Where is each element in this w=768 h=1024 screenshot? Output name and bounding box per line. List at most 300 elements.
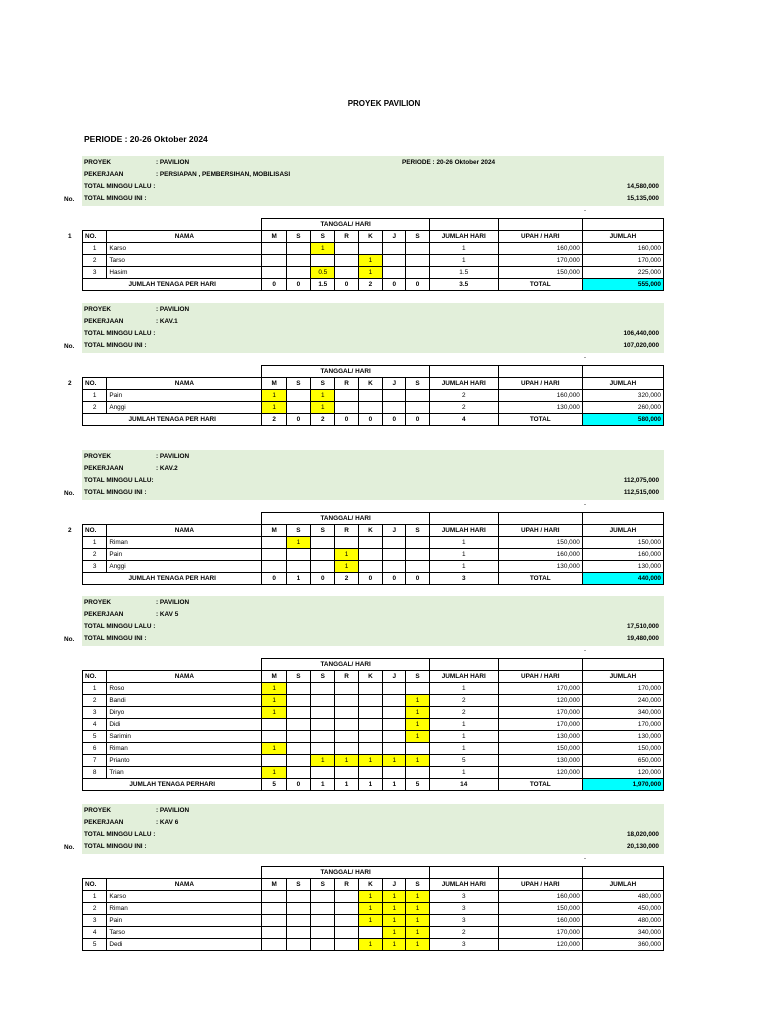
worker-name: Riman [107, 537, 262, 549]
day-cell: 1 [262, 390, 286, 402]
day-total-cell: 0 [286, 779, 310, 791]
day-cell [335, 915, 358, 927]
day-cell: 1 [358, 939, 382, 951]
col-no-header: NO. [83, 231, 107, 243]
worker-name: Tarso [107, 255, 262, 267]
day-cell [406, 390, 429, 402]
day-cell [262, 755, 286, 767]
blank-cell [429, 867, 498, 879]
row-no: 5 [83, 731, 107, 743]
day-cell [262, 243, 286, 255]
tenaga-per-hari-label: JUMLAH TENAGA PER HARI [83, 414, 262, 426]
day-total-cell: 0 [335, 279, 358, 291]
tanggal-hari-header: TANGGAL/ HARI [262, 867, 429, 879]
day-cell: 1 [262, 707, 286, 719]
upah-cell: 130,000 [498, 755, 582, 767]
minggu-ini-amount: 112,515,000 [623, 489, 659, 496]
jumlah-cell: 150,000 [582, 743, 663, 755]
day-cell [311, 549, 335, 561]
table-row [83, 243, 664, 255]
row-no: 1 [83, 243, 107, 255]
tanggal-hari-header: TANGGAL/ HARI [262, 219, 429, 231]
jumlah-hari-cell: 3 [429, 903, 498, 915]
col-upah-header: UPAH / HARI [498, 671, 582, 683]
worker-name: Diryo [107, 707, 262, 719]
day-cell: 1 [358, 255, 382, 267]
jumlah-cell: 340,000 [582, 707, 663, 719]
minggu-ini-label: TOTAL MINGGU INI : [84, 489, 147, 496]
day-cell [335, 767, 358, 779]
day-cell [311, 939, 335, 951]
day-cell: 1 [262, 743, 286, 755]
pekerjaan-value: : PERSIAPAN , PEMBERSIHAN, MOBILISASI [156, 171, 291, 178]
jumlah-cell: 160,000 [582, 243, 663, 255]
table-row [83, 267, 664, 279]
total-label: TOTAL [498, 414, 582, 426]
day-header: K [358, 378, 382, 390]
col-no-header: NO. [83, 671, 107, 683]
jumlah-hari-cell: 1 [429, 561, 498, 573]
day-cell [286, 683, 310, 695]
day-cell [286, 903, 310, 915]
day-cell: 1 [383, 927, 406, 939]
jumlah-cell: 340,000 [582, 927, 663, 939]
minggu-lalu-label: TOTAL MINGGU LALU : [84, 623, 156, 630]
day-total-cell: 2 [262, 414, 286, 426]
proyek-value: : PAVILION [156, 453, 190, 460]
day-cell [286, 707, 310, 719]
day-cell [262, 561, 286, 573]
proyek-label: PROYEK [84, 807, 111, 814]
day-cell [262, 731, 286, 743]
day-header: S [286, 378, 310, 390]
jumlah-cell: 225,000 [582, 267, 663, 279]
section-3-table [82, 512, 664, 585]
jumlah-cell: 150,000 [582, 537, 663, 549]
day-total-cell: 0 [406, 414, 429, 426]
minggu-ini-label: TOTAL MINGGU INI : [84, 843, 147, 850]
row-no: 2 [83, 255, 107, 267]
col-nama-header: NAMA [107, 671, 262, 683]
jumlah-hari-cell: 1 [429, 767, 498, 779]
day-cell [383, 743, 406, 755]
day-cell: 1 [262, 767, 286, 779]
table-row [83, 707, 664, 719]
day-cell [311, 683, 335, 695]
day-cell: 1 [311, 755, 335, 767]
day-cell [286, 719, 310, 731]
day-cell: 1 [262, 402, 286, 414]
table-row [83, 903, 664, 915]
proyek-label: PROYEK [84, 159, 111, 166]
blank-cell [429, 513, 498, 525]
day-header: S [311, 879, 335, 891]
day-cell [358, 695, 382, 707]
blank-cell [498, 366, 582, 378]
upah-cell: 160,000 [498, 891, 582, 903]
day-cell [406, 243, 429, 255]
tick-mark: - [584, 208, 586, 214]
worker-name: Bandi [107, 695, 262, 707]
day-header: M [262, 231, 286, 243]
side-no-label: No. [64, 636, 75, 643]
table-row [83, 402, 664, 414]
day-cell: 1 [311, 243, 335, 255]
day-total-cell: 0 [383, 279, 406, 291]
col-upah-header: UPAH / HARI [498, 231, 582, 243]
day-cell [286, 731, 310, 743]
jumlah-cell: 450,000 [582, 903, 663, 915]
day-header: S [286, 879, 310, 891]
tenaga-per-hari-label: JUMLAH TENAGA PERHARI [83, 779, 262, 791]
day-cell [286, 767, 310, 779]
side-no-label: No. [64, 844, 75, 851]
day-cell [262, 267, 286, 279]
day-cell: 1 [335, 561, 358, 573]
row-no: 4 [83, 927, 107, 939]
upah-cell: 150,000 [498, 903, 582, 915]
row-no: 1 [83, 683, 107, 695]
day-cell [262, 537, 286, 549]
day-total-cell: 0 [286, 414, 310, 426]
day-cell [383, 683, 406, 695]
worker-name: Karso [107, 891, 262, 903]
minggu-ini-label: TOTAL MINGGU INI : [84, 635, 147, 642]
day-cell [286, 549, 310, 561]
blank-cell [498, 867, 582, 879]
day-header: S [406, 879, 429, 891]
day-total-cell: 2 [311, 414, 335, 426]
blank-cell [582, 659, 663, 671]
day-cell [335, 255, 358, 267]
day-cell: 1 [286, 537, 310, 549]
tick-mark: - [584, 856, 586, 862]
day-total-cell: 0 [406, 573, 429, 585]
col-jumlah-header: JUMLAH [582, 879, 663, 891]
upah-cell: 150,000 [498, 267, 582, 279]
worker-name: Dedi [107, 939, 262, 951]
row-no: 3 [83, 561, 107, 573]
tanggal-hari-header: TANGGAL/ HARI [262, 366, 429, 378]
day-header: R [335, 231, 358, 243]
day-cell [286, 743, 310, 755]
row-no: 3 [83, 707, 107, 719]
row-no: 1 [83, 390, 107, 402]
day-total-cell: 0 [335, 414, 358, 426]
day-total-cell: 1 [335, 779, 358, 791]
day-cell [262, 915, 286, 927]
total-label: TOTAL [498, 779, 582, 791]
day-cell [358, 743, 382, 755]
day-cell [311, 255, 335, 267]
minggu-ini-amount: 20,130,000 [627, 843, 659, 850]
worker-name: Tarso [107, 927, 262, 939]
worker-name: Karso [107, 243, 262, 255]
day-cell [335, 695, 358, 707]
day-header: M [262, 879, 286, 891]
day-header: R [335, 671, 358, 683]
upah-cell: 160,000 [498, 549, 582, 561]
day-cell [311, 927, 335, 939]
day-cell [335, 939, 358, 951]
day-total-cell: 1 [383, 779, 406, 791]
footer-row [83, 779, 664, 791]
day-cell [286, 402, 310, 414]
jumlah-hari-total: 3.5 [429, 279, 498, 291]
upah-cell: 170,000 [498, 255, 582, 267]
upah-cell: 160,000 [498, 243, 582, 255]
upah-cell: 130,000 [498, 561, 582, 573]
pekerjaan-label: PEKERJAAN [84, 171, 124, 178]
jumlah-cell: 650,000 [582, 755, 663, 767]
table-row [83, 755, 664, 767]
section-2-table [82, 365, 664, 426]
day-cell: 1 [406, 927, 429, 939]
day-total-cell: 5 [262, 779, 286, 791]
day-cell [286, 695, 310, 707]
pekerjaan-label: PEKERJAAN [84, 465, 124, 472]
day-cell: 1 [406, 891, 429, 903]
footer-row [83, 414, 664, 426]
jumlah-cell: 360,000 [582, 939, 663, 951]
pekerjaan-label: PEKERJAAN [84, 611, 124, 618]
tick-mark: - [584, 355, 586, 361]
minggu-ini-label: TOTAL MINGGU INI : [84, 342, 147, 349]
day-cell: 1 [335, 755, 358, 767]
table-row [83, 731, 664, 743]
day-cell [383, 402, 406, 414]
minggu-lalu-label: TOTAL MINGGU LALU : [84, 831, 156, 838]
minggu-lalu-label: TOTAL MINGGU LALU : [84, 183, 156, 190]
jumlah-hari-cell: 1 [429, 537, 498, 549]
day-cell [286, 243, 310, 255]
row-no: 2 [83, 549, 107, 561]
col-jumlah-hari-header: JUMLAH HARI [429, 231, 498, 243]
day-cell [406, 561, 429, 573]
day-cell [311, 537, 335, 549]
day-cell: 1 [406, 707, 429, 719]
jumlah-cell: 240,000 [582, 695, 663, 707]
day-cell: 1 [406, 695, 429, 707]
row-no: 6 [83, 743, 107, 755]
upah-cell: 170,000 [498, 707, 582, 719]
jumlah-cell: 170,000 [582, 719, 663, 731]
day-cell: 1 [383, 755, 406, 767]
jumlah-cell: 160,000 [582, 549, 663, 561]
day-cell [383, 267, 406, 279]
day-cell [383, 719, 406, 731]
table-row [83, 767, 664, 779]
day-total-cell: 0 [383, 573, 406, 585]
day-cell [383, 549, 406, 561]
tenaga-per-hari-label: JUMLAH TENAGA PER HARI [83, 279, 262, 291]
day-header: J [383, 879, 406, 891]
jumlah-cell: 480,000 [582, 915, 663, 927]
day-total-cell: 2 [335, 573, 358, 585]
day-cell [262, 927, 286, 939]
table-row [83, 390, 664, 402]
day-cell [335, 891, 358, 903]
blank-cell [107, 659, 262, 671]
blank-cell [83, 659, 107, 671]
day-cell [335, 743, 358, 755]
day-cell [311, 891, 335, 903]
jumlah-cell: 260,000 [582, 402, 663, 414]
day-cell: 1 [311, 402, 335, 414]
day-header: S [406, 671, 429, 683]
minggu-lalu-label: TOTAL MINGGU LALU : [84, 330, 156, 337]
section-number: 2 [68, 527, 72, 534]
day-cell [358, 707, 382, 719]
jumlah-hari-cell: 1 [429, 731, 498, 743]
day-cell [311, 743, 335, 755]
section-5-info [82, 804, 664, 854]
row-no: 1 [83, 537, 107, 549]
day-cell [335, 707, 358, 719]
day-cell [335, 731, 358, 743]
day-cell [358, 683, 382, 695]
table-row [83, 939, 664, 951]
section-number: 2 [68, 380, 72, 387]
tick-mark: - [584, 648, 586, 654]
grand-total: 1,970,000 [582, 779, 663, 791]
jumlah-cell: 120,000 [582, 767, 663, 779]
day-cell [383, 767, 406, 779]
col-nama-header: NAMA [107, 231, 262, 243]
jumlah-hari-cell: 1 [429, 549, 498, 561]
day-cell [358, 561, 382, 573]
table-row [83, 683, 664, 695]
blank-cell [498, 513, 582, 525]
table-row [83, 719, 664, 731]
proyek-value: : PAVILION [156, 306, 190, 313]
day-cell [406, 767, 429, 779]
day-cell [335, 243, 358, 255]
upah-cell: 150,000 [498, 537, 582, 549]
day-cell [383, 537, 406, 549]
day-cell [311, 767, 335, 779]
section-1-table [82, 218, 664, 291]
blank-cell [582, 219, 663, 231]
day-cell [311, 719, 335, 731]
jumlah-cell: 170,000 [582, 683, 663, 695]
day-cell [286, 927, 310, 939]
day-cell [383, 255, 406, 267]
jumlah-hari-cell: 1 [429, 743, 498, 755]
jumlah-hari-cell: 3 [429, 939, 498, 951]
day-cell [383, 707, 406, 719]
day-header: M [262, 671, 286, 683]
section-4-info [82, 596, 664, 646]
col-jumlah-header: JUMLAH [582, 231, 663, 243]
day-cell [311, 561, 335, 573]
pekerjaan-value: : KAV 6 [156, 819, 179, 826]
day-header: R [335, 525, 358, 537]
day-header: S [311, 231, 335, 243]
upah-cell: 170,000 [498, 927, 582, 939]
day-cell [358, 719, 382, 731]
day-cell [335, 390, 358, 402]
day-cell: 1 [358, 903, 382, 915]
page-title: PROYEK PAVILION [347, 99, 421, 108]
upah-cell: 170,000 [498, 719, 582, 731]
row-no: 7 [83, 755, 107, 767]
day-cell: 1 [406, 915, 429, 927]
day-header: K [358, 525, 382, 537]
day-header: S [286, 525, 310, 537]
day-cell: 1 [406, 903, 429, 915]
day-cell [406, 267, 429, 279]
day-cell: 1 [383, 939, 406, 951]
section-3-info [82, 450, 664, 500]
tanggal-hari-header: TANGGAL/ HARI [262, 513, 429, 525]
upah-cell: 170,000 [498, 683, 582, 695]
day-cell [358, 927, 382, 939]
worker-name: Prianto [107, 755, 262, 767]
day-cell [311, 915, 335, 927]
day-cell [335, 683, 358, 695]
day-cell [383, 561, 406, 573]
day-cell: 1 [262, 695, 286, 707]
day-header: R [335, 378, 358, 390]
day-cell: 1 [358, 915, 382, 927]
row-no: 3 [83, 915, 107, 927]
blank-cell [83, 366, 107, 378]
day-cell: 1 [406, 755, 429, 767]
day-total-cell: 5 [406, 779, 429, 791]
day-header: J [383, 671, 406, 683]
day-header: J [383, 378, 406, 390]
day-cell: 1 [358, 755, 382, 767]
minggu-ini-amount: 15,135,000 [627, 195, 659, 202]
jumlah-hari-total: 14 [429, 779, 498, 791]
blank-cell [582, 867, 663, 879]
upah-cell: 120,000 [498, 939, 582, 951]
jumlah-hari-cell: 5 [429, 755, 498, 767]
day-cell [286, 891, 310, 903]
day-cell [406, 743, 429, 755]
jumlah-hari-cell: 3 [429, 891, 498, 903]
day-header: S [286, 231, 310, 243]
day-cell [286, 915, 310, 927]
section-4-table [82, 658, 664, 791]
day-cell: 1 [383, 903, 406, 915]
worker-name: Pain [107, 915, 262, 927]
blank-cell [582, 513, 663, 525]
day-total-cell: 0 [286, 279, 310, 291]
minggu-lalu-amount: 17,510,000 [627, 623, 659, 630]
day-cell [383, 731, 406, 743]
jumlah-hari-cell: 2 [429, 402, 498, 414]
proyek-value: : PAVILION [156, 159, 190, 166]
pekerjaan-value: : KAV.2 [156, 465, 178, 472]
day-cell [335, 402, 358, 414]
pekerjaan-label: PEKERJAAN [84, 318, 124, 325]
day-total-cell: 1.5 [311, 279, 335, 291]
col-jumlah-hari-header: JUMLAH HARI [429, 525, 498, 537]
day-cell [311, 707, 335, 719]
col-jumlah-header: JUMLAH [582, 525, 663, 537]
tenaga-per-hari-label: JUMLAH TENAGA PER HARI [83, 573, 262, 585]
table-row [83, 549, 664, 561]
day-cell: 1 [406, 939, 429, 951]
row-no: 2 [83, 903, 107, 915]
jumlah-cell: 170,000 [582, 255, 663, 267]
day-cell: 1 [383, 891, 406, 903]
blank-cell [83, 513, 107, 525]
pekerjaan-value: : KAV 5 [156, 611, 179, 618]
day-cell: 1 [262, 683, 286, 695]
